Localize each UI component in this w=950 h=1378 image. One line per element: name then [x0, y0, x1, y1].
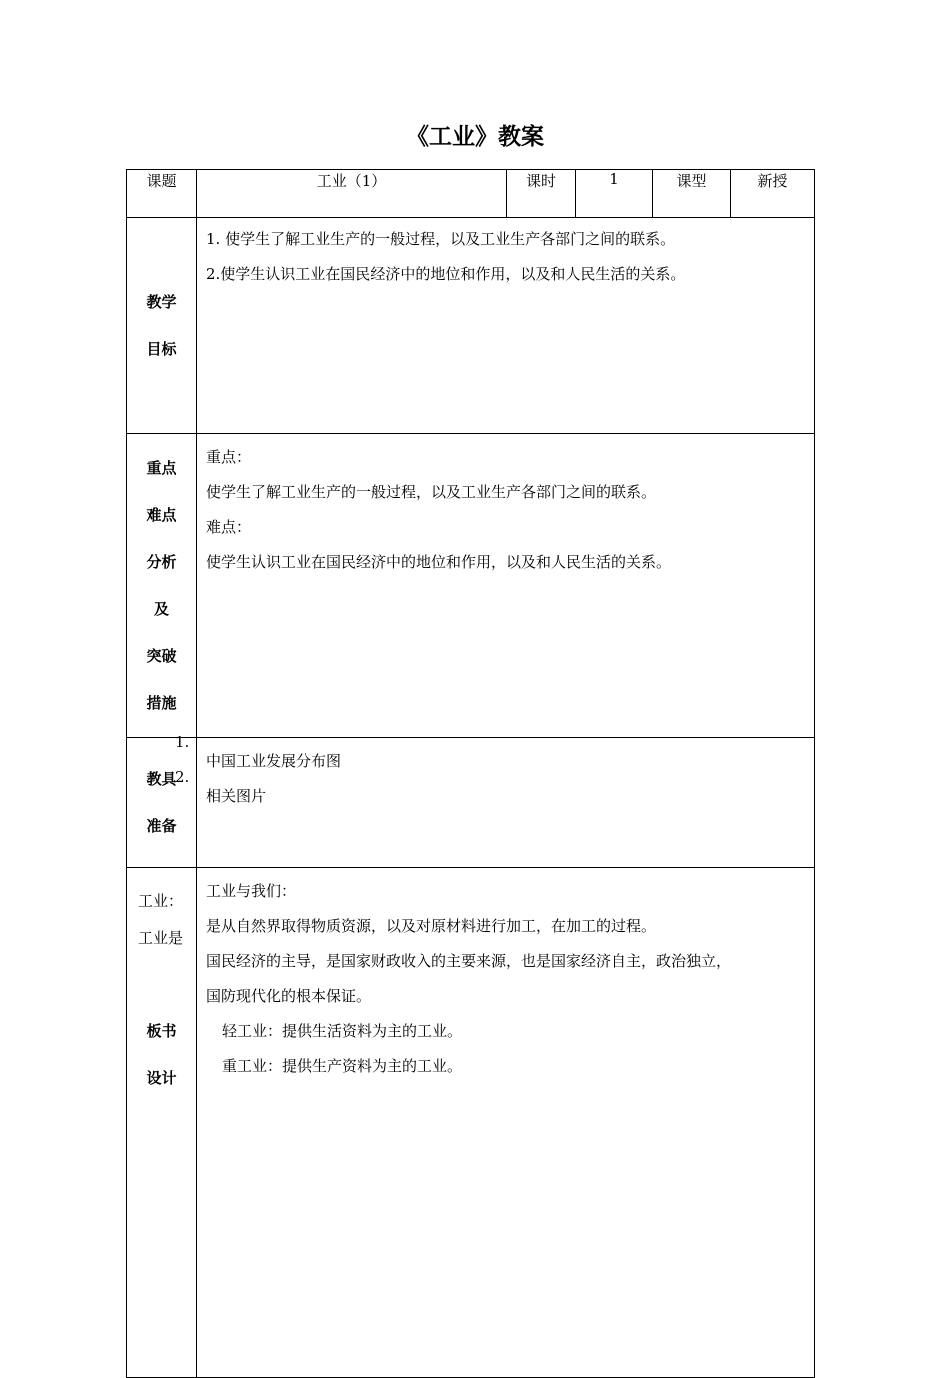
key-points-content: [197, 434, 815, 738]
goals-content: [197, 218, 815, 434]
focus-text: 使学生了解工业生产的一般过程，以及工业生产各部门之间的联系。: [206, 483, 657, 501]
goals-label: 教学 目标: [127, 218, 197, 434]
lesson-plan-table: [126, 169, 815, 1378]
goal-item: 1. 使学生了解工业生产的一般过程，以及工业生产各部门之间的联系。: [206, 230, 676, 248]
tool-item: 中国工业发展分布图: [206, 752, 342, 770]
type-value: 新授: [731, 170, 815, 218]
board-row: [127, 868, 815, 1378]
goal-item: 2.使学生认识工业在国民经济中的地位和作用，以及和人民生活的关系。: [206, 265, 686, 283]
tool-number-1: 1.: [175, 733, 190, 751]
board-line: 轻工业：提供生活资料为主的工业。: [222, 1022, 463, 1040]
topic-value: 工业（1）: [197, 170, 507, 218]
board-line: 重工业：提供生产资料为主的工业。: [222, 1057, 463, 1075]
hours-label: 课时: [507, 170, 576, 218]
tool-number-2: 2.: [175, 768, 190, 786]
header-row: [127, 170, 815, 218]
board-stray-1: 工业：: [138, 892, 184, 910]
board-stray-2: 工业是: [138, 929, 184, 947]
difficulty-text: 使学生认识工业在国民经济中的地位和作用，以及和人民生活的关系。: [206, 553, 672, 571]
board-line: 国防现代化的根本保证。: [206, 987, 372, 1005]
focus-title: 重点：: [206, 448, 252, 466]
board-label: 板书 设计: [127, 868, 197, 1378]
goals-row: [127, 218, 815, 434]
type-label: 课型: [653, 170, 731, 218]
document-title: 《工业》教案: [406, 124, 544, 150]
board-content: [197, 868, 815, 1378]
difficulty-title: 难点：: [206, 518, 252, 536]
tools-label: 教具 准备: [127, 738, 197, 868]
key-points-row: [127, 434, 815, 738]
hours-value: 1: [576, 170, 653, 218]
board-line: 是从自然界取得物质资源，以及对原材料进行加工，在加工的过程。: [206, 917, 657, 935]
tools-row: [127, 738, 815, 868]
board-line: 国民经济的主导，是国家财政收入的主要来源，也是国家经济自主，政治独立，: [206, 952, 732, 970]
tool-item: 相关图片: [206, 787, 267, 805]
topic-label: 课题: [127, 170, 197, 218]
tools-content: [197, 738, 815, 868]
key-points-label: 重点 难点 分析 及 突破 措施: [127, 434, 197, 738]
board-line: 工业与我们：: [206, 882, 297, 900]
